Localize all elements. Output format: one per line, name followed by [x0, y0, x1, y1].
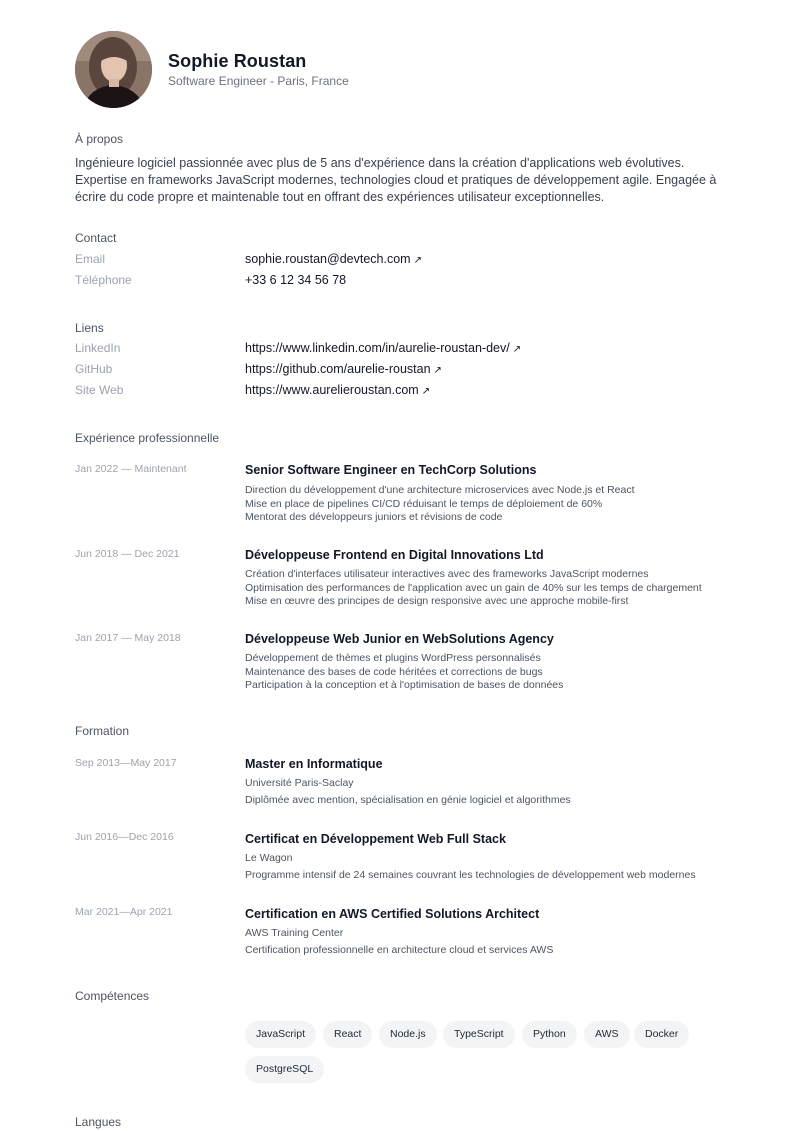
education-section-title: Formation — [75, 724, 130, 738]
skill-chip: TypeScript — [443, 1021, 515, 1048]
contact-section-title: Contact — [75, 231, 117, 245]
experience-title: Senior Software Engineer en TechCorp Solutions — [245, 463, 537, 477]
experience-bullet: Direction du développement d'une architecture microservices avec Node.js et React — [245, 484, 635, 496]
arrow-up-right-icon: ↗ — [512, 344, 522, 355]
arrow-up-right-icon: ↗ — [433, 365, 442, 376]
avatar-photo — [75, 31, 152, 108]
education-school: Université Paris-Saclay — [245, 777, 354, 789]
education-description: Diplômée avec mention, spécialisation en génie logiciel et algorithmes — [245, 794, 571, 806]
linkedin-url: https://www.linkedin.com/in/aurelie-roustan-dev/ — [245, 341, 510, 355]
education-school: Le Wagon — [245, 852, 293, 864]
skill-chip: React — [323, 1021, 372, 1048]
linkedin-link[interactable] — [245, 341, 521, 355]
education-description: Certification professionnelle en architecture cloud et services AWS — [245, 944, 554, 956]
arrow-up-right-icon: ↗ — [421, 386, 431, 397]
phone-value: +33 6 12 34 56 78 — [245, 273, 347, 287]
github-label: GitHub — [75, 362, 113, 376]
phone-label: Téléphone — [75, 273, 132, 287]
profile-name: Sophie Roustan — [168, 51, 307, 71]
experience-dates: Jun 2018 — Dec 2021 — [75, 548, 180, 560]
skill-chip: AWS — [584, 1021, 630, 1048]
skills-section-title: Compétences — [75, 989, 150, 1003]
linkedin-label: LinkedIn — [75, 341, 121, 355]
experience-dates: Jan 2017 — May 2018 — [75, 632, 181, 644]
experience-bullet: Mentorat des développeurs juniors et révisions de code — [245, 511, 503, 523]
profile-subtitle: Software Engineer - Paris, France — [168, 74, 349, 88]
website-link[interactable] — [245, 383, 430, 397]
languages-section-title: Langues — [75, 1115, 122, 1129]
website-url: https://www.aurelieroustan.com — [245, 383, 419, 397]
experience-bullet: Optimisation des performances de l'application avec un gain de 40% sur les temps de chargement — [245, 582, 702, 594]
education-dates: Mar 2021—Apr 2021 — [75, 906, 173, 918]
education-title: Certification en AWS Certified Solutions Architect — [245, 907, 540, 921]
avatar — [75, 31, 152, 108]
experience-bullet: Création d'interfaces utilisateur interactives avec des frameworks JavaScript modernes — [245, 568, 649, 580]
arrow-up-right-icon: ↗ — [413, 255, 422, 266]
skill-chip: Node.js — [379, 1021, 437, 1048]
experience-bullet: Participation à la conception et à l'optimisation de bases de données — [245, 679, 564, 691]
email-value: sophie.roustan@devtech.com — [245, 252, 411, 266]
links-section-title: Liens — [75, 321, 104, 335]
experience-title: Développeuse Frontend en Digital Innovations Ltd — [245, 548, 544, 562]
education-description: Programme intensif de 24 semaines couvrant les technologies de développement web modernes — [245, 869, 696, 881]
about-section-title: À propos — [75, 132, 124, 146]
skill-chip: Python — [522, 1021, 577, 1048]
experience-section-title: Expérience professionnelle — [75, 431, 220, 445]
skill-chip: Docker — [634, 1021, 689, 1048]
experience-bullet: Mise en œuvre des principes de design responsive avec une approche mobile-first — [245, 595, 629, 607]
experience-bullet: Maintenance des bases de code héritées et corrections de bugs — [245, 666, 543, 678]
education-title: Master en Informatique — [245, 757, 383, 771]
education-dates: Sep 2013—May 2017 — [75, 757, 177, 769]
profile-header — [75, 31, 735, 109]
experience-bullet: Mise en place de pipelines CI/CD réduisant le temps de déploiement de 60% — [245, 498, 603, 510]
education-dates: Jun 2016—Dec 2016 — [75, 831, 174, 843]
experience-title: Développeuse Web Junior en WebSolutions Agency — [245, 632, 554, 646]
github-link[interactable] — [245, 362, 442, 376]
github-url: https://github.com/aurelie-roustan — [245, 362, 431, 376]
education-title: Certificat en Développement Web Full Stack — [245, 832, 506, 846]
about-text: Ingénieure logiciel passionnée avec plus de 5 ans d'expérience dans la création d'applications web évolutives. Expertise en frameworks JavaScript modernes, technologies cloud et pratiques de développement agile. Engagée à écrire du code propre et maintenable tout en offrant des expériences utilisateur exceptionnelles. — [75, 156, 717, 204]
email-link[interactable] — [245, 252, 422, 266]
website-label: Site Web — [75, 383, 124, 397]
experience-dates: Jan 2022 — Maintenant — [75, 463, 187, 475]
email-label: Email — [75, 252, 106, 266]
experience-bullet: Développement de thèmes et plugins WordPress personnalisés — [245, 652, 541, 664]
skill-chip: PostgreSQL — [245, 1056, 324, 1083]
skill-chip: JavaScript — [245, 1021, 316, 1048]
education-school: AWS Training Center — [245, 927, 344, 939]
